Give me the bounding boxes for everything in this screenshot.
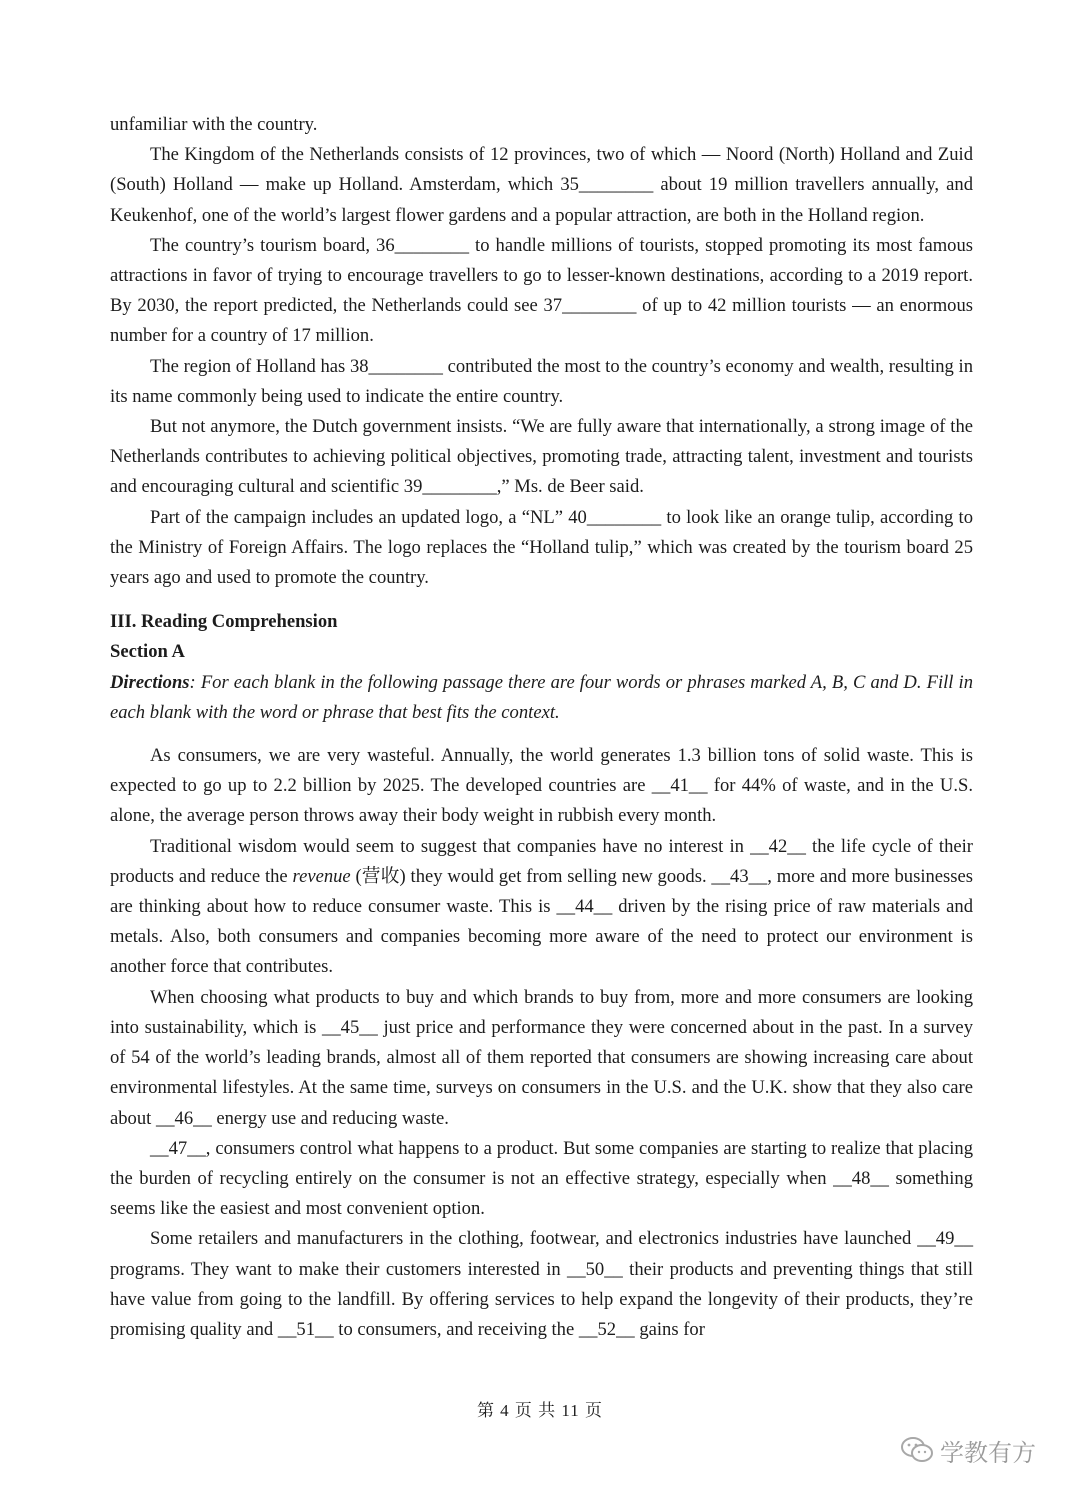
paragraph: Part of the campaign includes an updated logo, a “NL” 40________ to look like an orange tulip, according to the Ministry of Foreign Affairs. The logo replaces the “Holland tulip,” which was created by the tourism board 25 years ago and used to promote the country. [110,506,973,589]
paragraph: unfamiliar with the country. [110,114,318,135]
watermark-text: 学教有方 [940,1438,1036,1467]
paragraph: But not anymore, the Dutch government insists. “We are fully aware that internationally, a strong image of the Netherlands contributes to achieving political objectives, promoting trade, attracting talent, investment and tourists and encouraging cultural and scientific 39________,” Ms. de Beer said. [110,416,973,498]
wechat-icon [900,1435,934,1465]
paragraph [110,832,973,983]
paragraph: As consumers, we are very wasteful. Annually, the world generates 1.3 billion tons of solid waste. This is expected to go up to 2.2 billion by 2025. The developed countries are __41__ for 44% of waste, and in the U.S. alone, the average person throws away their body weight in rubbish every month. [110,745,973,827]
text-run: (营收) they would get from selling new goods. __43__, more and more businesses are thinking about how to reduce consumer waste. This is __44__ driven by the rising price of raw materials and metals. Also, both consumers and companies becoming more aware of the need to protect our environment is another force that contributes. [110,865,974,978]
paragraph: The Kingdom of the Netherlands consists of 12 provinces, two of which — Noord (North) Holland and Zuid (South) Holland — make up Holland. Amsterdam, which 35________ about 19 million travellers annually, and Keukenhof, one of the world’s largest flower gardens and a popular attraction, are both in the Holland region. [110,144,973,226]
paragraph: The region of Holland has 38________ contributed the most to the country’s economy and wealth, resulting in its name commonly being used to indicate the entire country. [110,355,973,407]
paragraph: Some retailers and manufacturers in the clothing, footwear, and electronics industries have launched __49__ programs. They want to make their customers interested in __50__ their products and preventing things that still have value from going to the landfill. By offering services to help expand the longevity of their products, they’re promising quality and __51__ to consumers, and receiving the __52__ gains for [110,1228,973,1340]
section-subheading: Section A [110,641,185,663]
directions [110,668,973,728]
paragraph: The country’s tourism board, 36________ to handle millions of tourists, stopped promoting its most famous attractions in favor of trying to encourage travellers to go to lesser-known destinations, according to a 2019 report. By 2030, the report predicted, the Netherlands could see 37________ of up to 42 million tourists — an enormous number for a country of 17 million. [110,234,973,347]
directions-text: : For each blank in the following passage there are four words or phrases marked A, B, C and D. Fill in each blank with the word or phrase that best fits the context. [110,671,973,723]
page-footer: 第 4 页 共 11 页 [476,1401,604,1420]
watermark [900,1432,1060,1468]
paragraph: When choosing what products to buy and which brands to buy from, more and more consumers are looking into sustainability, which is __45__ just price and performance they were concerned about in the past. In a survey of 54 of the world’s leading brands, almost all of them reported that consumers are showing increasing care about environmental lifestyles. At the same time, surveys on consumers in the U.S. and the U.K. show that they also care about __46__ energy use and reducing waste. [110,986,973,1129]
paragraph: __47__, consumers control what happens to a product. But some companies are starting to realize that placing the burden of recycling entirely on the consumer is not an effective strategy, especially when __48__ something seems like the easiest and most convenient option. [110,1137,973,1220]
page-content [110,110,973,1345]
directions-label: Directions [110,671,190,693]
text-run: Traditional wisdom would seem to suggest that companies have no interest in __42__ the life cycle of their products and reduce the [110,835,973,887]
italic-word: revenue [292,865,351,887]
section-heading: III. Reading Comprehension [110,611,338,633]
